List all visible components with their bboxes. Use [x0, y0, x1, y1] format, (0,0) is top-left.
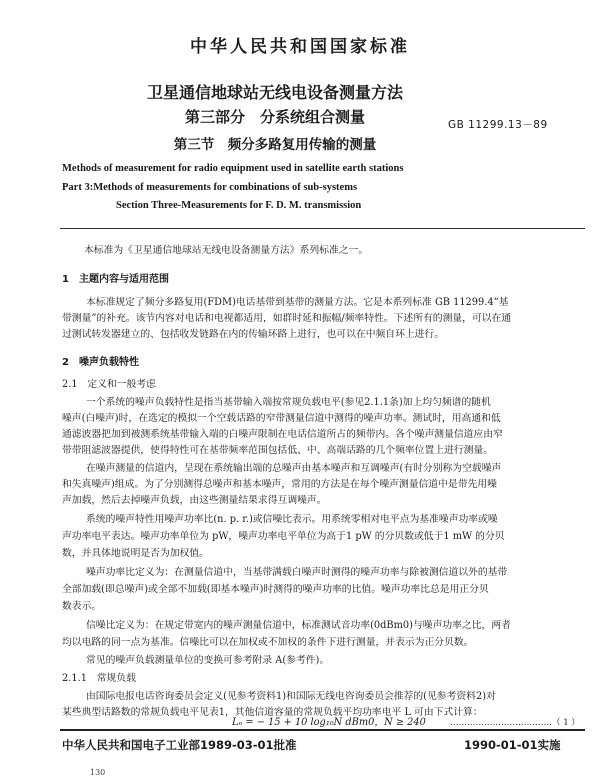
paragraph-line: 全部加载(即总噪声)或全部不加载(即基本噪声)时测得的噪声功率的比值。噪声功率比总是用正分贝	[62, 584, 489, 595]
standard-code: GB 11299.13－89	[448, 119, 548, 131]
header-divider	[60, 228, 585, 229]
footer-divider	[60, 729, 585, 731]
paragraph-line: 一个系统的噪声负载特性是指当基带输入端按常规负载电平(参见2.1.1条)加上均匀频谱的随机	[86, 397, 491, 408]
paragraph-line: 信噪比定义为：在规定带宽内的噪声测量信道中，标准测试音功率(0dBm0)与噪声功率之比，两者	[86, 620, 511, 631]
section2-heading: 2 噪声负载特性	[62, 357, 139, 368]
section1-heading: 1 主题内容与适用范围	[62, 274, 169, 285]
paragraph-line: 声功率电平表达。噪声功率单位为 pW，噪声功率电平单位为高于1 pW 的分贝数或低于1 mW 的分贝	[62, 531, 505, 542]
equation: Lₒ = − 15 + 10 log₁₀N dBm0，N ≥ 240	[232, 717, 426, 728]
paragraph-line: 由国际电报电话咨询委员会定义(见参考资料1)和国际无线电咨询委员会推荐的(见参考资料2)对	[86, 691, 496, 702]
paragraph-line: 噪声(白噪声)时，在选定的模拟一个空载话路的窄带测量信道中测得的噪声功率。测试时，用高通和低	[62, 413, 501, 424]
english-title-line3: Section Three-Measurements for F. D. M. transmission	[116, 200, 362, 211]
paragraph-line: 均以电路的同一点为基准。信噪比可以在加权或不加权的条件下进行测量，并表示为正分贝数。	[62, 637, 474, 648]
english-title-line2: Part 3:Methods of measurements for combinations of sub-systems	[62, 182, 358, 193]
section-title: 第三节 频分多路复用传输的测量	[173, 137, 377, 153]
equation-number: ………………………………（ 1 ）	[450, 718, 580, 728]
effective-date: 1990-01-01实施	[464, 738, 561, 752]
approval-date: 中华人民共和国电子工业部1989-03-01批准	[62, 738, 297, 752]
paragraph-line: 噪声功率比定义为：在测量信道中，当基带满载白噪声时测得的噪声功率与除被测信道以外的基带	[86, 567, 508, 578]
main-title: 卫星通信地球站无线电设备测量方法	[146, 83, 403, 102]
paragraph-line: 声加载，然后去掉噪声负载，由这些测量结果求得互调噪声。	[62, 495, 327, 506]
page-number: 130	[90, 768, 106, 777]
english-title-line1: Methods of measurement for radio equipment used in satellite earth stations	[62, 163, 404, 174]
part-title: 第三部分 分系统组合测量	[184, 108, 365, 126]
intro-sentence: 本标准为《卫星通信地球站无线电设备测量方法》系列标准之一。	[84, 245, 369, 256]
paragraph-line: 系统的噪声特性用噪声功率比(n. p. r.)或信噪比表示。用系统零相对电平点为基准噪声功率或噪	[86, 514, 498, 525]
paragraph-line: 和失真噪声)组成。为了分别测得总噪声和基本噪声，常用的方法是在每个噪声测量信道中是带先用噪	[62, 479, 497, 490]
subsection-2-1-1-heading: 2.1.1 常规负载	[62, 673, 136, 684]
paragraph-line: 数，并具体地说明是否为加权值。	[62, 548, 209, 559]
section1-line: 本标准规定了频分多路复用(FDM)电话基带到基带的测量方法。它是本系列标准 GB 11299.4“基	[86, 297, 509, 308]
section1-line: 带测量”的补充。该节内容对电话和电视都适用，如群时延和振幅/频率特性。下述所有的测量，可以在通	[62, 313, 512, 324]
paragraph-line: 在噪声测量的信道内，呈现在系统输出端的总噪声由基本噪声和互调噪声(有时分别称为空载噪声	[86, 463, 502, 474]
paragraph-line: 某些典型话路数的常规负载电平见表1，其他信道容量的常规负载平均功率电平 L 可由下式计算：	[62, 707, 483, 718]
paragraph-line: 通滤波器把加到被测系统基带输入端的白噪声限制在电话信道所占的频带内。各个噪声测量信道应由窄	[62, 429, 503, 440]
subsection-2-1-heading: 2.1 定义和一般考虑	[62, 379, 156, 390]
section1-line: 过测试转发器建立的、包括收发链路在内的传输环路上进行，也可以在中频自环上进行。	[62, 329, 445, 340]
paragraph-line: 常见的噪声负载测量单位的变换可参考附录 A(参考件)。	[86, 655, 330, 666]
paragraph-line: 带带阻滤波器提供，使得特性可在基带频率范围包括低、中、高端话路的几个频率位置上进行测量。	[62, 445, 494, 456]
paragraph-line: 数表示。	[62, 601, 102, 612]
standard-body-header: 中华人民共和国国家标准	[190, 37, 410, 57]
